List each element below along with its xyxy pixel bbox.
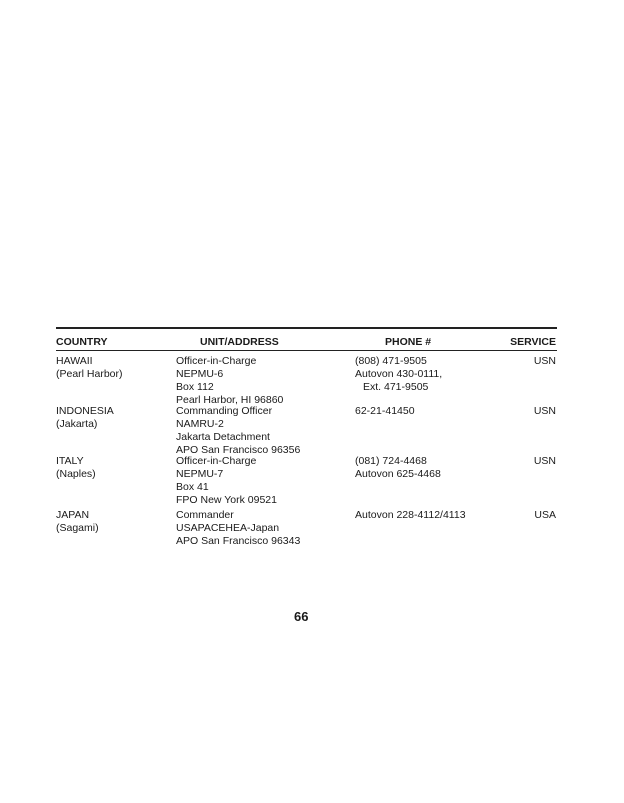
service-cell <box>534 509 556 522</box>
table-top-rule <box>56 327 557 329</box>
service-cell-line: USN <box>533 355 556 367</box>
country-cell <box>56 455 96 481</box>
phone-cell <box>355 509 466 522</box>
unit-address-cell-line: Commander <box>176 509 234 521</box>
service-cell-line: USA <box>534 509 556 521</box>
phone-cell-line: Autovon 228-4112/4113 <box>355 509 466 521</box>
header-bottom-rule <box>56 350 557 351</box>
service-cell <box>534 355 556 368</box>
unit-address-cell-line: Pearl Harbor, HI 96860 <box>176 394 284 406</box>
header-country: COUNTRY <box>56 336 108 348</box>
phone-cell <box>355 405 415 418</box>
country-cell-line: ITALY <box>56 455 84 467</box>
unit-address-cell <box>176 405 300 457</box>
unit-address-cell-line: Officer-in-Charge <box>176 455 257 467</box>
service-cell <box>534 405 556 418</box>
phone-cell <box>355 355 442 394</box>
country-cell-line: INDONESIA <box>56 405 114 417</box>
unit-address-cell-line: Officer-in-Charge <box>176 355 257 367</box>
phone-cell-line: Autovon 625-4468 <box>355 468 441 480</box>
unit-address-cell <box>176 355 283 407</box>
unit-address-cell-line: Box 41 <box>176 481 209 493</box>
phone-cell-line: (081) 724-4468 <box>355 455 427 467</box>
country-cell <box>56 355 123 381</box>
unit-address-cell-line: Commanding Officer <box>176 405 273 417</box>
country-cell <box>56 405 114 431</box>
unit-address-cell <box>176 455 277 507</box>
phone-cell-line: (808) 471-9505 <box>355 355 427 367</box>
country-cell-line: (Pearl Harbor) <box>56 368 123 380</box>
country-cell-line: (Sagami) <box>56 522 99 534</box>
unit-address-cell-line: USAPACEHEA-Japan <box>176 522 280 534</box>
unit-address-cell-line: APO San Francisco 96356 <box>176 444 301 456</box>
header-service: SERVICE <box>510 336 556 348</box>
unit-address-cell-line: FPO New York 09521 <box>176 494 277 506</box>
phone-cell-line: 62-21-41450 <box>355 405 415 417</box>
header-phone: PHONE # <box>385 336 432 348</box>
country-cell-line: JAPAN <box>56 509 90 521</box>
header-unit-address: UNIT/ADDRESS <box>200 336 279 348</box>
unit-address-cell-line: NEPMU-7 <box>176 468 224 480</box>
unit-address-cell <box>176 509 300 548</box>
unit-address-cell-line: Box 112 <box>176 381 214 393</box>
phone-cell-line: Autovon 430-0111, <box>355 368 443 380</box>
country-cell <box>56 509 99 535</box>
page-number: 66 <box>294 609 309 624</box>
country-cell-line: (Naples) <box>56 468 96 480</box>
service-cell-line: USN <box>533 455 556 467</box>
unit-address-cell-line: APO San Francisco 96343 <box>176 535 301 547</box>
unit-address-cell-line: Jakarta Detachment <box>176 431 270 443</box>
unit-address-cell-line: NEPMU-6 <box>176 368 224 380</box>
service-cell-line: USN <box>533 405 556 417</box>
country-cell-line: HAWAII <box>56 355 93 367</box>
country-cell-line: (Jakarta) <box>56 418 98 430</box>
phone-cell <box>355 455 441 481</box>
unit-address-cell-line: NAMRU-2 <box>176 418 224 430</box>
phone-cell-line: Ext. 471-9505 <box>363 381 429 393</box>
service-cell <box>534 455 556 468</box>
